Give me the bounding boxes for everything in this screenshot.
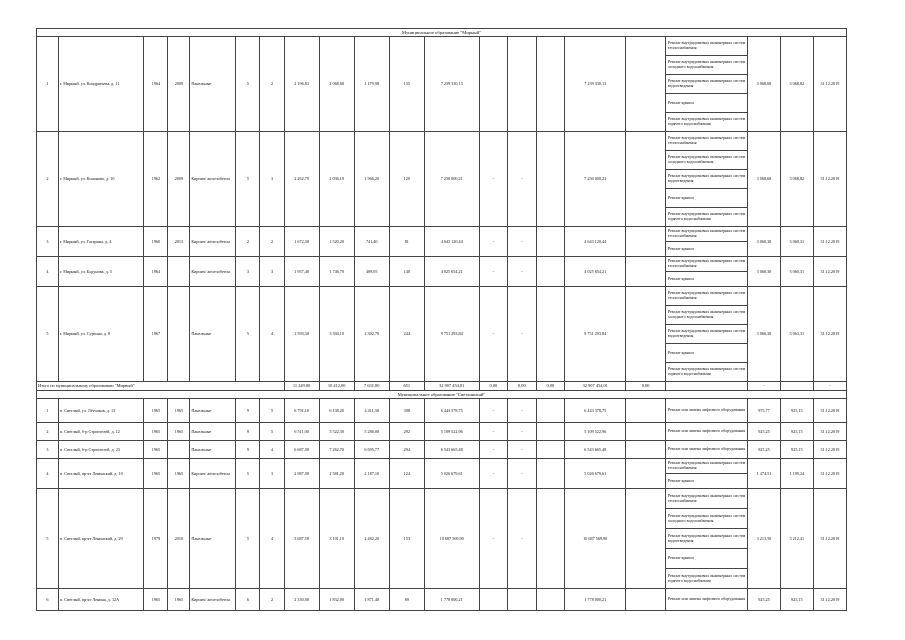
house-address: п. Светлый, пр-кт Ленина, д. 12А xyxy=(58,589,143,611)
value-s3: 1 966,20 xyxy=(354,132,389,227)
unit-cost-limit: 925,25 xyxy=(748,423,781,441)
house-address: п. Светлый, пр-кт Ленинский, д. 10 xyxy=(58,459,143,489)
work-type: Ремонт крыши xyxy=(665,549,747,569)
value-s3: 2 302,70 xyxy=(354,287,389,382)
value-c2: - xyxy=(508,423,536,441)
row-number: 1 xyxy=(37,37,59,132)
value-c1: - xyxy=(479,227,507,257)
value-cost: 1 778 000,21 xyxy=(424,589,479,611)
total-work-blank xyxy=(665,382,747,391)
repair-program-table xyxy=(36,28,847,611)
house-address: п. Светлый, б-р Строителей, д. 23 xyxy=(58,441,143,459)
value-res: 140 xyxy=(389,257,424,287)
unit-cost-actual: 1 199,24 xyxy=(780,459,813,489)
wall-material: Панельные xyxy=(190,37,236,132)
entrances-count: 4 xyxy=(260,489,284,589)
value-res: 124 xyxy=(389,459,424,489)
last-repair-year: 2009 xyxy=(168,37,190,132)
value-per xyxy=(626,257,665,287)
value-c1 xyxy=(479,589,507,611)
value-s3: 2 187,10 xyxy=(354,459,389,489)
row-number: 3 xyxy=(37,441,59,459)
value-c1: - xyxy=(479,287,507,382)
value-s3: 5 286,00 xyxy=(354,423,389,441)
value-c1: - xyxy=(479,423,507,441)
row-number: 1 xyxy=(37,399,59,423)
value-c3 xyxy=(536,257,564,287)
house-address: г. Мирный, ул. Кондратьева, д. 11 xyxy=(58,37,143,132)
unit-cost-limit: 3 060,30 xyxy=(748,257,781,287)
value-cost: 4 025 654,21 xyxy=(424,257,479,287)
house-address: г. Мирный, ул. Бодунова, д. 5 xyxy=(58,257,143,287)
commission-year: 1979 xyxy=(144,489,168,589)
value-c1: - xyxy=(479,399,507,423)
house-address: п. Светлый, пр-кт Ленинский, д. 29 xyxy=(58,489,143,589)
value-c3 xyxy=(536,399,564,423)
work-type: Ремонт внутридомовых инженерных систем теплоснабжения xyxy=(665,287,747,306)
total-date: - xyxy=(813,382,846,391)
value-c4: 4 025 654,21 xyxy=(565,257,626,287)
unit-cost-limit: 1 474,51 xyxy=(748,459,781,489)
floors-count: 5 xyxy=(236,37,260,132)
value-c3 xyxy=(536,227,564,257)
work-type: Ремонт внутридомовых инженерных систем водоотведения xyxy=(665,529,747,549)
value-per xyxy=(626,287,665,382)
work-type: Ремонт внутридомовых инженерных систем теплоснабжения xyxy=(665,257,747,272)
value-c1: - xyxy=(479,441,507,459)
floors-count: 9 xyxy=(236,399,260,423)
value-cost: 5 109 522,96 xyxy=(424,423,479,441)
row-number: 2 xyxy=(37,132,59,227)
entrances-count: 2 xyxy=(260,37,284,132)
value-s2: 6 138,20 xyxy=(319,399,354,423)
commission-year: 1965 xyxy=(144,459,168,489)
completion-date: 31.12.2019 xyxy=(813,441,846,459)
total-lim: - xyxy=(748,382,781,391)
value-res: 135 xyxy=(389,37,424,132)
value-c3 xyxy=(536,441,564,459)
unit-cost-actual: 925,15 xyxy=(780,441,813,459)
entrances-count: 3 xyxy=(260,459,284,489)
unit-cost-actual: 925,15 xyxy=(780,589,813,611)
value-c1 xyxy=(479,37,507,132)
commission-year: 1965 xyxy=(144,589,168,611)
value-s1: 2 196,83 xyxy=(284,37,319,132)
unit-cost-actual: 925,15 xyxy=(780,423,813,441)
table-row xyxy=(37,489,847,509)
value-res: 81 xyxy=(389,227,424,257)
value-c2: - xyxy=(508,489,536,589)
commission-year: 1965 xyxy=(144,423,168,441)
entrances-count: 2 xyxy=(260,589,284,611)
value-s1: 2 262,79 xyxy=(284,132,319,227)
unit-cost-actual: 3 060,31 xyxy=(780,257,813,287)
value-s2: 2 581,20 xyxy=(319,459,354,489)
last-repair-year: 2010 xyxy=(168,489,190,589)
completion-date: 31.12.2019 xyxy=(813,287,846,382)
value-c2 xyxy=(508,37,536,132)
row-number: 4 xyxy=(37,459,59,489)
value-s2: 7 262,70 xyxy=(319,441,354,459)
completion-date: 31.12.2019 xyxy=(813,489,846,589)
entrances-count: 4 xyxy=(260,287,284,382)
value-s3: 1 871,40 xyxy=(354,589,389,611)
row-number: 5 xyxy=(37,287,59,382)
value-res: 120 xyxy=(389,132,424,227)
value-c2: - xyxy=(508,399,536,423)
work-type: Ремонт внутридомовых инженерных систем теплоснабжения xyxy=(665,459,747,474)
work-type: Ремонт внутридомовых инженерных систем теплоснабжения xyxy=(665,37,747,56)
value-s1: 1 957,40 xyxy=(284,257,319,287)
table-row xyxy=(37,132,847,151)
total-s2: 10 412,00 xyxy=(319,382,354,391)
house-address: п. Светлый, б-р Строителей, д. 12 xyxy=(58,423,143,441)
value-res: 292 xyxy=(389,423,424,441)
entrances-count: 2 xyxy=(260,227,284,257)
value-s1: 1 593,30 xyxy=(284,287,319,382)
unit-cost-limit: 925,25 xyxy=(748,589,781,611)
work-type: Ремонт крыши xyxy=(665,94,747,113)
value-s2: 5 522,30 xyxy=(319,423,354,441)
house-address: г. Мирный, ул. Гагарина, д. 4 xyxy=(58,227,143,257)
work-type: Ремонт внутридомовых инженерных систем горячего водоснабжения xyxy=(665,208,747,227)
total-c2: 0,00 xyxy=(508,382,536,391)
commission-year: 1964 xyxy=(144,37,168,132)
floors-count: 5 xyxy=(236,132,260,227)
section-header-row xyxy=(37,391,847,399)
commission-year: 1962 xyxy=(144,132,168,227)
value-c1: - xyxy=(479,132,507,227)
work-type: Ремонт крыши xyxy=(665,189,747,208)
floors-count: 2 xyxy=(236,227,260,257)
work-type: Ремонт внутридомовых инженерных систем горячего водоснабжения xyxy=(665,113,747,132)
value-s1: 3 687,50 xyxy=(284,489,319,589)
work-type: Ремонт крыши xyxy=(665,242,747,257)
value-c4: 6 543 665,48 xyxy=(565,441,626,459)
value-c2: - xyxy=(508,441,536,459)
value-res: 153 xyxy=(389,489,424,589)
completion-date: 31.12.2019 xyxy=(813,589,846,611)
value-c3 xyxy=(536,37,564,132)
value-c4: 7 250 000,21 xyxy=(565,132,626,227)
wall-material: Кирпич/ железобетон xyxy=(190,589,236,611)
value-s3: 4 411,30 xyxy=(354,399,389,423)
total-cost: 32 907 454,01 xyxy=(424,382,479,391)
floors-count: 5 xyxy=(236,489,260,589)
value-s1: 2 330,00 xyxy=(284,589,319,611)
value-c4: 5 026 679,61 xyxy=(565,459,626,489)
commission-year: 1960 xyxy=(144,227,168,257)
floors-count: 5 xyxy=(236,459,260,489)
row-number: 4 xyxy=(37,257,59,287)
wall-material: Кирпич/ железобетон xyxy=(190,132,236,227)
work-type: Ремонт или замена лифтового оборудования xyxy=(665,589,747,611)
value-s3: 6 695,77 xyxy=(354,441,389,459)
entrances-count: 5 xyxy=(260,423,284,441)
value-s3: 1 179,98 xyxy=(354,37,389,132)
entrances-count: 5 xyxy=(260,399,284,423)
unit-cost-limit: 925,25 xyxy=(748,441,781,459)
entrances-count: 3 xyxy=(260,132,284,227)
value-cost: 7 239 330,13 xyxy=(424,37,479,132)
table-row xyxy=(37,287,847,306)
unit-cost-limit: 3 066,30 xyxy=(748,287,781,382)
value-s2: 3 101,10 xyxy=(319,489,354,589)
value-c4: 6 443 378,75 xyxy=(565,399,626,423)
unit-cost-actual: 3 068,82 xyxy=(780,37,813,132)
entrances-count: 3 xyxy=(260,257,284,287)
wall-material: Кирпич/ железобетон xyxy=(190,227,236,257)
unit-cost-limit: 975,77 xyxy=(748,399,781,423)
value-s3: 741,40 xyxy=(354,227,389,257)
value-per xyxy=(626,489,665,589)
value-s1: 1 672,30 xyxy=(284,227,319,257)
value-s2: 1 520,20 xyxy=(319,227,354,257)
table-row xyxy=(37,441,847,459)
completion-date: 31.12.2019 xyxy=(813,459,846,489)
value-res: 69 xyxy=(389,589,424,611)
wall-material: Панельные xyxy=(190,441,236,459)
last-repair-year: 1965 xyxy=(168,423,190,441)
floors-count: 5 xyxy=(236,287,260,382)
work-type: Ремонт внутридомовых инженерных систем горячего водоснабжения xyxy=(665,569,747,589)
completion-date: 31.12.2019 xyxy=(813,37,846,132)
table-row xyxy=(37,37,847,56)
value-res: 244 xyxy=(389,287,424,382)
work-type: Ремонт внутридомовых инженерных систем холодного водоснабжения xyxy=(665,306,747,325)
value-c2: - xyxy=(508,287,536,382)
work-type: Ремонт внутридомовых инженерных систем водоотведения xyxy=(665,75,747,94)
last-repair-year: 1965 xyxy=(168,589,190,611)
last-repair-year: 1965 xyxy=(168,459,190,489)
work-type: Ремонт крыши xyxy=(665,272,747,287)
value-per xyxy=(626,132,665,227)
value-s2: 1 832,00 xyxy=(319,589,354,611)
wall-material: Кирпич/ железобетон xyxy=(190,459,236,489)
work-type: Ремонт внутридомовых инженерных систем теплоснабжения xyxy=(665,132,747,151)
commission-year: 1967 xyxy=(144,287,168,382)
row-number: 3 xyxy=(37,227,59,257)
value-c2: - xyxy=(508,257,536,287)
unit-cost-actual: 3 063,31 xyxy=(780,287,813,382)
last-repair-year xyxy=(168,287,190,382)
work-type: Ремонт крыши xyxy=(665,344,747,363)
work-type: Ремонт внутридомовых инженерных систем холодного водоснабжения xyxy=(665,509,747,529)
floors-count: 9 xyxy=(236,423,260,441)
wall-material: Кирпич/ железобетон xyxy=(190,257,236,287)
value-per xyxy=(626,441,665,459)
value-s3: 2 482,20 xyxy=(354,489,389,589)
completion-date: 31.12.2019 xyxy=(813,399,846,423)
unit-cost-limit: 3 213,50 xyxy=(748,489,781,589)
value-c4: 7 239 330,13 xyxy=(565,37,626,132)
total-c1: 0,00 xyxy=(479,382,507,391)
unit-cost-actual: 3 060,31 xyxy=(780,227,813,257)
work-type: Ремонт внутридомовых инженерных систем водоотведения xyxy=(665,325,747,344)
value-s1: 6 791,10 xyxy=(284,399,319,423)
section-total-row xyxy=(37,382,847,391)
commission-year: 1965 xyxy=(144,441,168,459)
value-c3 xyxy=(536,423,564,441)
work-type: Ремонт или замена лифтового оборудования xyxy=(665,441,747,459)
total-d1 xyxy=(780,382,813,391)
value-cost: 9 751 293,84 xyxy=(424,287,479,382)
table-row xyxy=(37,227,847,242)
value-c1: - xyxy=(479,489,507,589)
table-row xyxy=(37,459,847,474)
section-title: Муниципальное образование "Мирный" xyxy=(37,29,847,37)
wall-material: Панельные xyxy=(190,287,236,382)
value-s2: 2 068,68 xyxy=(319,37,354,132)
value-cost: 6 543 665,48 xyxy=(424,441,479,459)
work-type: Ремонт внутридомовых инженерных систем теплоснабжения xyxy=(665,489,747,509)
work-type: Ремонт внутридомовых инженерных систем холодного водоснабжения xyxy=(665,56,747,75)
house-address: г. Мирный, ул. Кононова, д. 10 xyxy=(58,132,143,227)
table-row xyxy=(37,257,847,272)
value-c4: 5 109 522,96 xyxy=(565,423,626,441)
work-type: Ремонт внутридомовых инженерных систем горячего водоснабжения xyxy=(665,363,747,382)
last-repair-year xyxy=(168,441,190,459)
wall-material: Панельные xyxy=(190,489,236,589)
total-per: 0,00 xyxy=(626,382,665,391)
value-c3 xyxy=(536,589,564,611)
value-s1: 6 511,00 xyxy=(284,423,319,441)
unit-cost-limit: 3 060,30 xyxy=(748,227,781,257)
row-number: 5 xyxy=(37,489,59,589)
table-row xyxy=(37,589,847,611)
total-s1: 11 249,00 xyxy=(284,382,319,391)
work-type: Ремонт крыши xyxy=(665,474,747,489)
last-repair-year: 2013 xyxy=(168,227,190,257)
total-c4: 32 907 454,01 xyxy=(565,382,626,391)
house-address: г. Мирный, ул. Сургина, д. 8 xyxy=(58,287,143,382)
completion-date: 31.12.2019 xyxy=(813,227,846,257)
value-c3 xyxy=(536,459,564,489)
section-header-row xyxy=(37,29,847,37)
value-c3 xyxy=(536,489,564,589)
entrances-count: 4 xyxy=(260,441,284,459)
value-c4: 1 778 000,21 xyxy=(565,589,626,611)
table-row xyxy=(37,423,847,441)
unit-cost-actual: 3 212,41 xyxy=(780,489,813,589)
value-cost: 7 250 000,21 xyxy=(424,132,479,227)
value-c2: - xyxy=(508,132,536,227)
floors-count: 9 xyxy=(236,441,260,459)
value-per xyxy=(626,423,665,441)
value-c4: 4 643 120,44 xyxy=(565,227,626,257)
completion-date: 31.12.2019 xyxy=(813,132,846,227)
wall-material: Панельные xyxy=(190,423,236,441)
value-per xyxy=(626,459,665,489)
floors-count: 3 xyxy=(236,257,260,287)
value-cost: 5 026 679,61 xyxy=(424,459,479,489)
value-c2: - xyxy=(508,459,536,489)
total-c3: 0,00 xyxy=(536,382,564,391)
floors-count: 6 xyxy=(236,589,260,611)
unit-cost-actual: 3 068,82 xyxy=(780,132,813,227)
commission-year: 1965 xyxy=(144,399,168,423)
value-s1: 2 987,00 xyxy=(284,459,319,489)
table-row xyxy=(37,399,847,423)
work-type: Ремонт или замена лифтового оборудования xyxy=(665,423,747,441)
row-number: 2 xyxy=(37,423,59,441)
value-per xyxy=(626,589,665,611)
row-number: 6 xyxy=(37,589,59,611)
total-res: 651 xyxy=(389,382,424,391)
value-s2: 1 746,70 xyxy=(319,257,354,287)
value-s3: 409,05 xyxy=(354,257,389,287)
work-type: Ремонт или замена лифтового оборудования xyxy=(665,399,747,423)
value-cost: 4 643 120,44 xyxy=(424,227,479,257)
value-cost: 10 687 569,90 xyxy=(424,489,479,589)
work-type: Ремонт внутридомовых инженерных систем теплоснабжения xyxy=(665,227,747,242)
value-per xyxy=(626,399,665,423)
value-s1: 6 687,00 xyxy=(284,441,319,459)
work-type: Ремонт внутридомовых инженерных систем холодного водоснабжения xyxy=(665,151,747,170)
commission-year: 1964 xyxy=(144,257,168,287)
completion-date: 31.12.2019 xyxy=(813,423,846,441)
completion-date: 31.12.2019 xyxy=(813,257,846,287)
work-type: Ремонт внутридомовых инженерных систем водоотведения xyxy=(665,170,747,189)
value-per xyxy=(626,37,665,132)
unit-cost-actual: 925,15 xyxy=(780,399,813,423)
value-s2: 3 394,10 xyxy=(319,287,354,382)
value-c3 xyxy=(536,132,564,227)
unit-cost-limit: 3 068,68 xyxy=(748,37,781,132)
value-c4: 9 751 293,84 xyxy=(565,287,626,382)
value-res: 294 xyxy=(389,441,424,459)
value-res: 398 xyxy=(389,399,424,423)
last-repair-year: 1965 xyxy=(168,399,190,423)
total-s3: 7 631,00 xyxy=(354,382,389,391)
last-repair-year: 2009 xyxy=(168,132,190,227)
section-title: Муниципальное образование "Светлинский" xyxy=(37,391,847,399)
value-c1: - xyxy=(479,257,507,287)
value-cost: 6 443 378,75 xyxy=(424,399,479,423)
value-per xyxy=(626,227,665,257)
value-c1: - xyxy=(479,459,507,489)
wall-material: Панельные xyxy=(190,399,236,423)
unit-cost-limit: 3 068,68 xyxy=(748,132,781,227)
value-c2: - xyxy=(508,227,536,257)
value-c3 xyxy=(536,287,564,382)
value-c2 xyxy=(508,589,536,611)
value-s2: 2 036,19 xyxy=(319,132,354,227)
last-repair-year xyxy=(168,257,190,287)
value-c4: 10 687 569,90 xyxy=(565,489,626,589)
house-address: п. Светлый, ул. Лётчиков, д. 13 xyxy=(58,399,143,423)
total-label: Итого по муниципальному образованию "Мирный" xyxy=(37,382,285,391)
table-body xyxy=(37,29,847,611)
